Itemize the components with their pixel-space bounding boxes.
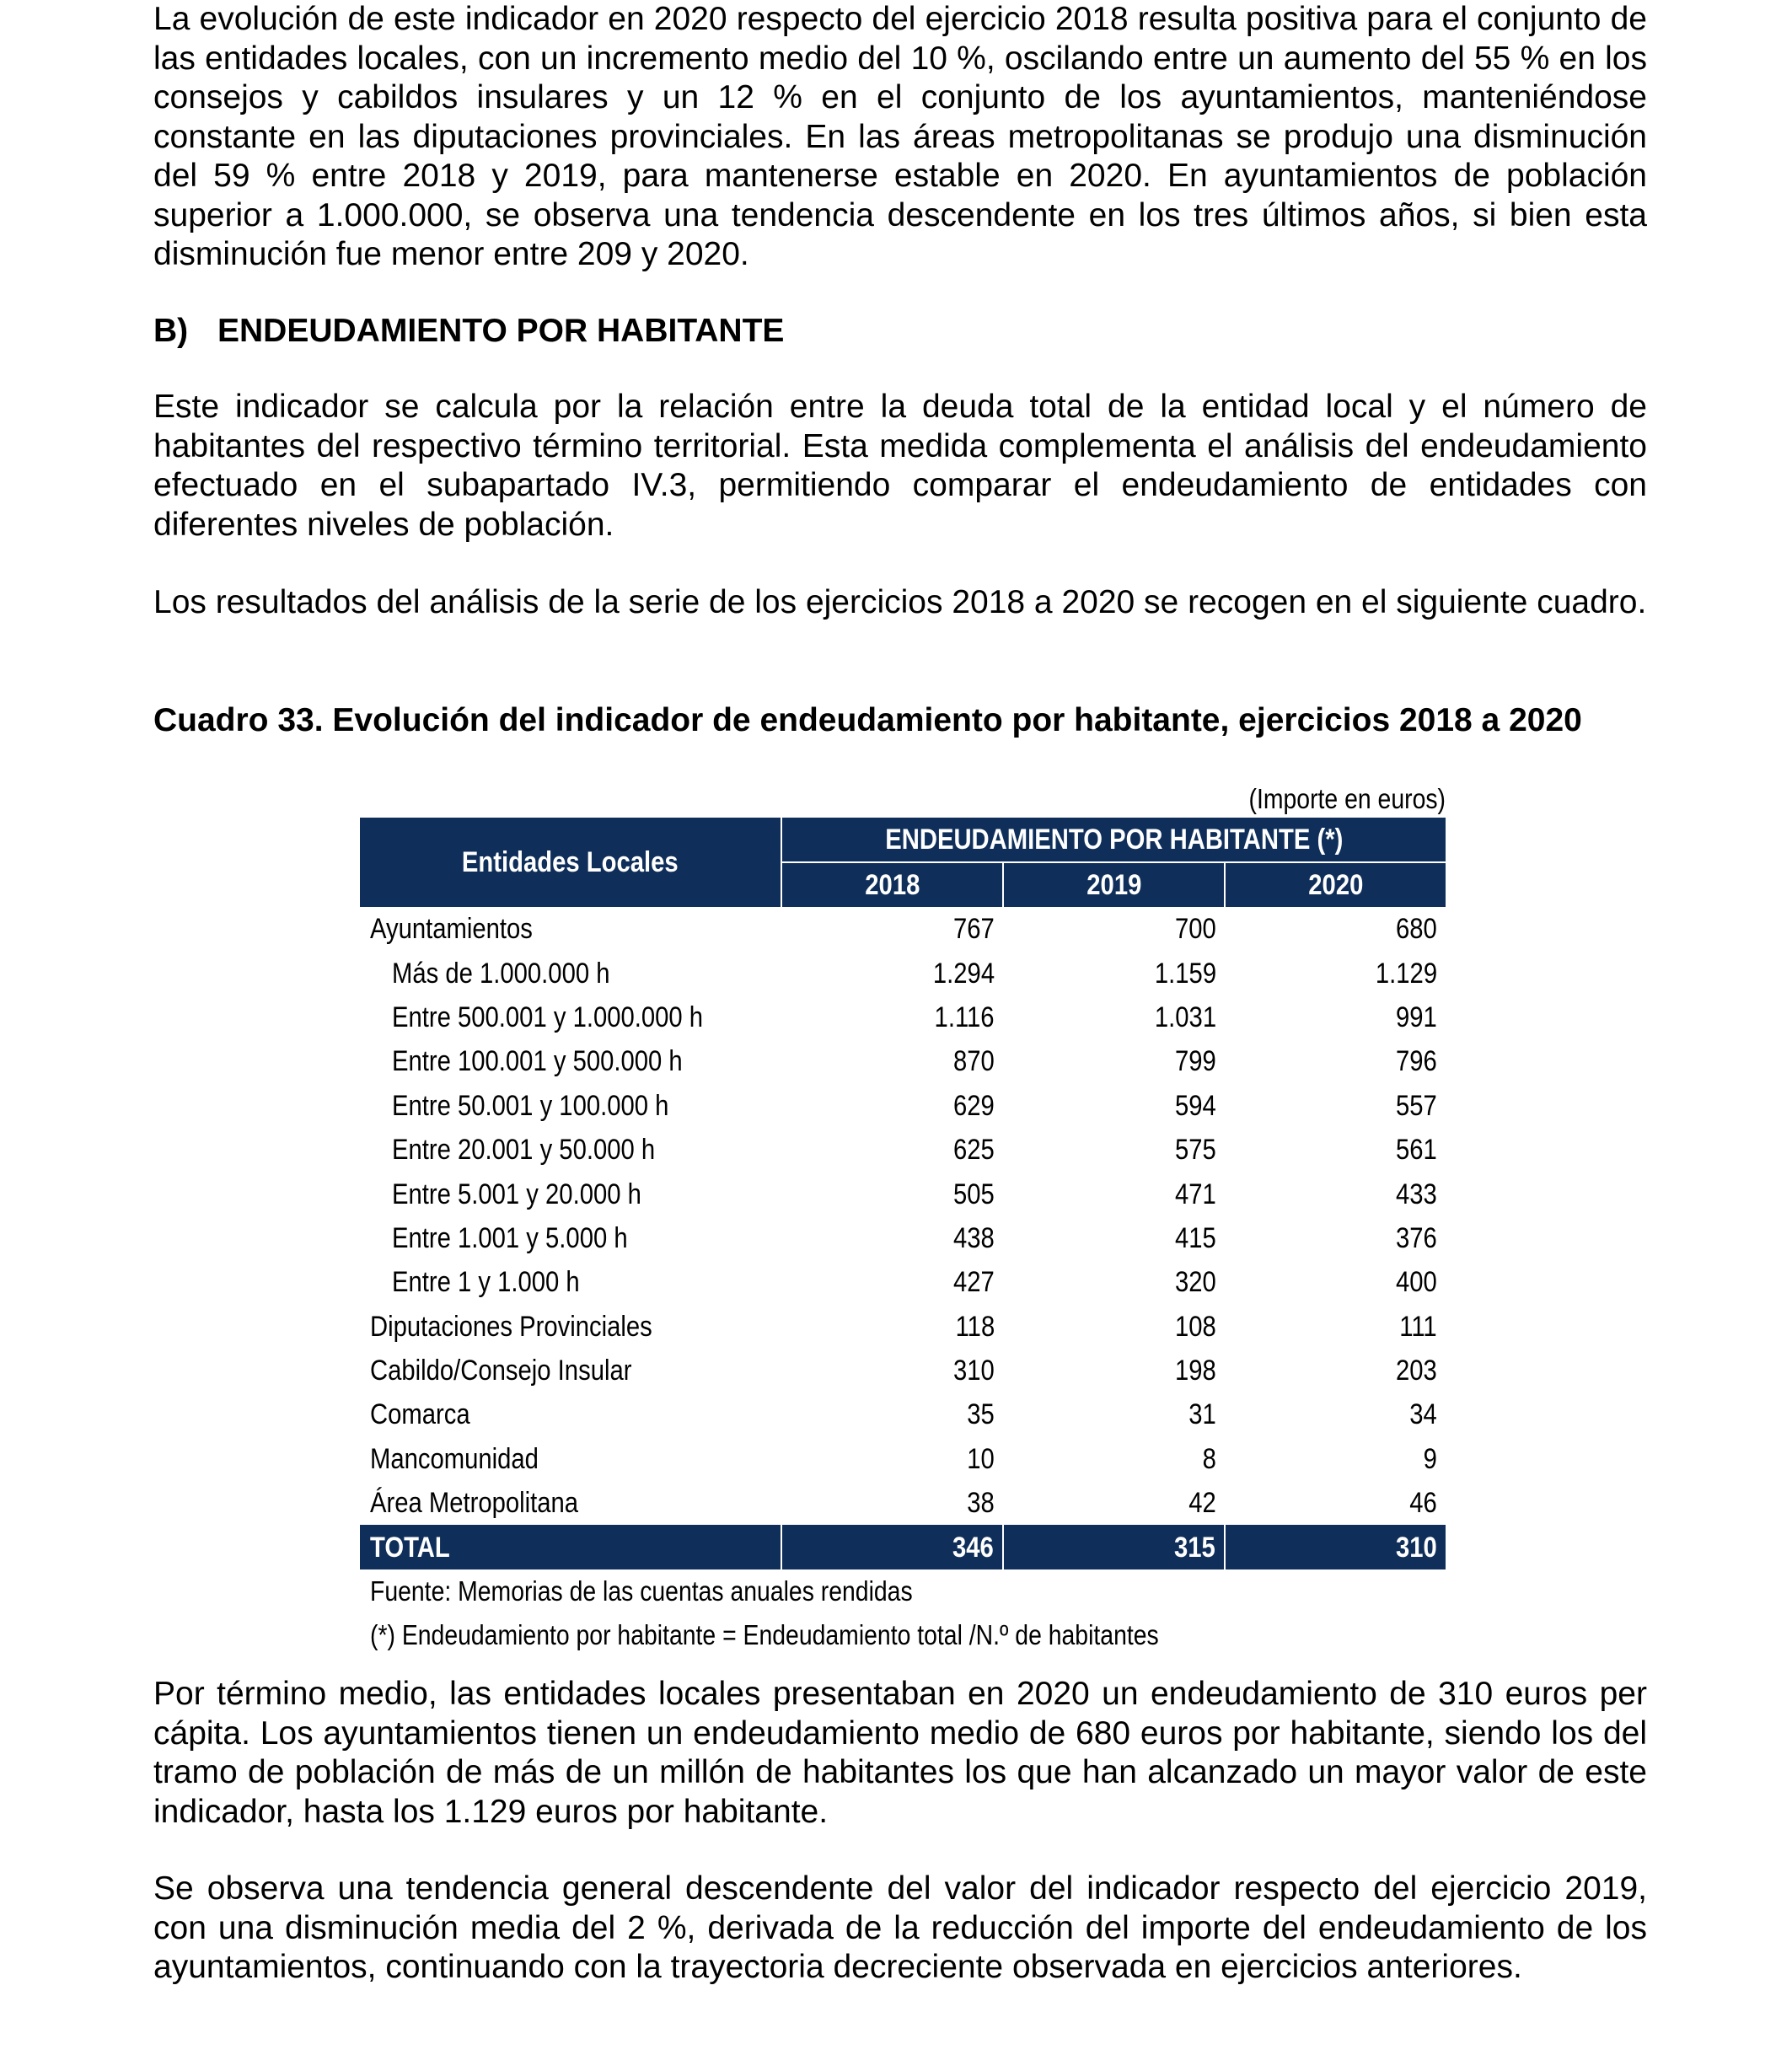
value-2020: 991 bbox=[1396, 1001, 1437, 1033]
value-2018: 505 bbox=[953, 1178, 995, 1210]
table-row bbox=[360, 1216, 1446, 1260]
value-2018: 35 bbox=[967, 1398, 995, 1431]
value-2020: 9 bbox=[1423, 1442, 1437, 1475]
value-2018: 10 bbox=[967, 1442, 995, 1475]
table-caption: Cuadro 33. Evolución del indicador de endeudamiento por habitante, ejercicios 2018 a 2020 bbox=[153, 702, 1582, 738]
year-header-2020: 2020 bbox=[1225, 862, 1446, 907]
year-header-2019: 2019 bbox=[1003, 862, 1225, 907]
value-2020: 203 bbox=[1396, 1355, 1437, 1387]
row-label: Ayuntamientos bbox=[370, 913, 533, 946]
value-2018: 118 bbox=[955, 1310, 995, 1343]
total-2019: 315 bbox=[1003, 1525, 1225, 1569]
value-2018: 1.294 bbox=[932, 957, 995, 990]
value-2019: 471 bbox=[1175, 1178, 1216, 1210]
value-2019: 415 bbox=[1175, 1221, 1216, 1254]
value-2020: 46 bbox=[1409, 1487, 1437, 1520]
year-header-2018: 2018 bbox=[781, 862, 1003, 907]
value-2020: 400 bbox=[1396, 1266, 1437, 1299]
row-label: Cabildo/Consejo Insular bbox=[370, 1355, 632, 1387]
value-2020: 34 bbox=[1409, 1398, 1437, 1431]
value-2018: 310 bbox=[953, 1355, 995, 1387]
value-2019: 42 bbox=[1188, 1487, 1216, 1520]
value-2019: 700 bbox=[1175, 913, 1216, 946]
value-2018: 629 bbox=[953, 1089, 995, 1122]
value-2020: 796 bbox=[1396, 1045, 1437, 1078]
row-label: Entre 50.001 y 100.000 h bbox=[392, 1089, 669, 1122]
debt-per-capita-table bbox=[360, 818, 1446, 1569]
results-intro-paragraph: Los resultados del análisis de la serie de los ejercicios 2018 a 2020 se recogen en el siguiente cuadro. bbox=[153, 584, 1647, 620]
table-row bbox=[360, 1349, 1446, 1392]
total-2020: 310 bbox=[1225, 1525, 1446, 1569]
value-2018: 38 bbox=[967, 1487, 995, 1520]
table-row bbox=[360, 907, 1446, 951]
row-label: Entre 20.001 y 50.000 h bbox=[392, 1134, 656, 1167]
total-2018: 346 bbox=[781, 1525, 1003, 1569]
row-label: Área Metropolitana bbox=[370, 1487, 579, 1520]
total-label: TOTAL bbox=[360, 1525, 781, 1569]
value-2018: 427 bbox=[953, 1266, 995, 1299]
debt-per-capita-table-block bbox=[360, 781, 1446, 1657]
row-label: Entre 1 y 1.000 h bbox=[392, 1266, 580, 1299]
value-2020: 111 bbox=[1399, 1310, 1437, 1343]
value-2019: 8 bbox=[1202, 1442, 1216, 1475]
section-title: ENDEUDAMIENTO POR HABITANTE bbox=[217, 313, 785, 349]
entity-column-header: Entidades Locales bbox=[360, 818, 781, 907]
row-label: Entre 100.001 y 500.000 h bbox=[392, 1045, 683, 1078]
group-column-header: ENDEUDAMIENTO POR HABITANTE (*) bbox=[781, 818, 1446, 862]
value-2019: 594 bbox=[1175, 1089, 1216, 1122]
value-2019: 575 bbox=[1175, 1134, 1216, 1167]
total-row bbox=[360, 1525, 1446, 1569]
table-source: Fuente: Memorias de las cuentas anuales rendidas bbox=[370, 1575, 913, 1607]
average-paragraph: Por término medio, las entidades locales presentaban en 2020 un endeudamiento de 310 euros per cápita. Los ayuntamientos tienen un endeudamiento medio de 680 euros por habitante, siendo los del tramo de población de más de un millón de habitantes los que han alcanzado un mayor valor de este indicador, hasta los 1.129 euros por habitante. bbox=[153, 1676, 1647, 1830]
table-body bbox=[360, 907, 1446, 1569]
intro-paragraph: La evolución de este indicador en 2020 respecto del ejercicio 2018 resulta positiva para el conjunto de las entidades locales, con un incremento medio del 10 %, oscilando entre un aumento del 55 % en los consejos y cabildos insulares y un 12 % en el conjunto de los ayuntamientos, manteniéndose constante en las diputaciones provinciales. En las áreas metropolitanas se produjo una disminución del 59 % entre 2018 y 2019, para mantenerse estable en 2020. En ayuntamientos de población superior a 1.000.000, se observa una tendencia descendente en los tres últimos años, si bien esta disminución fue menor entre 209 y 2020. bbox=[153, 1, 1647, 272]
table-row bbox=[360, 1305, 1446, 1349]
row-label: Comarca bbox=[370, 1398, 470, 1431]
value-2020: 557 bbox=[1396, 1089, 1437, 1122]
table-row bbox=[360, 1084, 1446, 1128]
table-row bbox=[360, 1039, 1446, 1083]
value-2019: 31 bbox=[1188, 1398, 1216, 1431]
row-label: Mancomunidad bbox=[370, 1442, 539, 1475]
value-2018: 767 bbox=[953, 913, 995, 946]
table-row bbox=[360, 1172, 1446, 1215]
table-row bbox=[360, 995, 1446, 1039]
table-row bbox=[360, 1481, 1446, 1525]
value-2020: 433 bbox=[1396, 1178, 1437, 1210]
value-2018: 1.116 bbox=[934, 1001, 995, 1033]
table-note: (*) Endeudamiento por habitante = Endeudamiento total /N.º de habitantes bbox=[370, 1618, 1159, 1650]
value-2018: 625 bbox=[953, 1134, 995, 1167]
value-2019: 1.159 bbox=[1154, 957, 1216, 990]
unit-note-text: (Importe en euros) bbox=[1248, 783, 1446, 814]
table-row bbox=[360, 1392, 1446, 1436]
section-heading bbox=[153, 312, 784, 351]
table-row bbox=[360, 1437, 1446, 1481]
value-2019: 799 bbox=[1175, 1045, 1216, 1078]
table-row bbox=[360, 951, 1446, 995]
value-2020: 561 bbox=[1396, 1134, 1437, 1167]
value-2018: 438 bbox=[953, 1221, 995, 1254]
definition-paragraph: Este indicador se calcula por la relación entre la deuda total de la entidad local y el número de habitantes del respectivo término territorial. Esta medida complementa el análisis del endeudamiento efectuado en el subapartado IV.3, permitiendo comparar el endeudamiento de entidades con diferentes niveles de población. bbox=[153, 389, 1647, 543]
section-letter: B) bbox=[153, 313, 189, 349]
row-label: Entre 5.001 y 20.000 h bbox=[392, 1178, 641, 1210]
value-2019: 1.031 bbox=[1154, 1001, 1216, 1033]
row-label: Entre 1.001 y 5.000 h bbox=[392, 1221, 628, 1254]
value-2019: 198 bbox=[1175, 1355, 1216, 1387]
value-2019: 108 bbox=[1175, 1310, 1216, 1343]
table-row bbox=[360, 1260, 1446, 1304]
unit-note bbox=[512, 781, 1446, 818]
value-2020: 376 bbox=[1396, 1221, 1437, 1254]
trend-paragraph: Se observa una tendencia general descendente del valor del indicador respecto del ejercicio 2019, con una disminución media del 2 %, derivada de la reducción del importe del endeudamiento de los ayuntamientos, continuando con la trayectoria decreciente observada en ejercicios anteriores. bbox=[153, 1870, 1647, 1985]
value-2020: 1.129 bbox=[1375, 957, 1437, 990]
row-label: Diputaciones Provinciales bbox=[370, 1310, 652, 1343]
value-2018: 870 bbox=[953, 1045, 995, 1078]
row-label: Entre 500.001 y 1.000.000 h bbox=[392, 1001, 704, 1033]
table-row bbox=[360, 1128, 1446, 1172]
value-2019: 320 bbox=[1175, 1266, 1216, 1299]
value-2020: 680 bbox=[1396, 913, 1437, 946]
row-label: Más de 1.000.000 h bbox=[392, 957, 610, 990]
